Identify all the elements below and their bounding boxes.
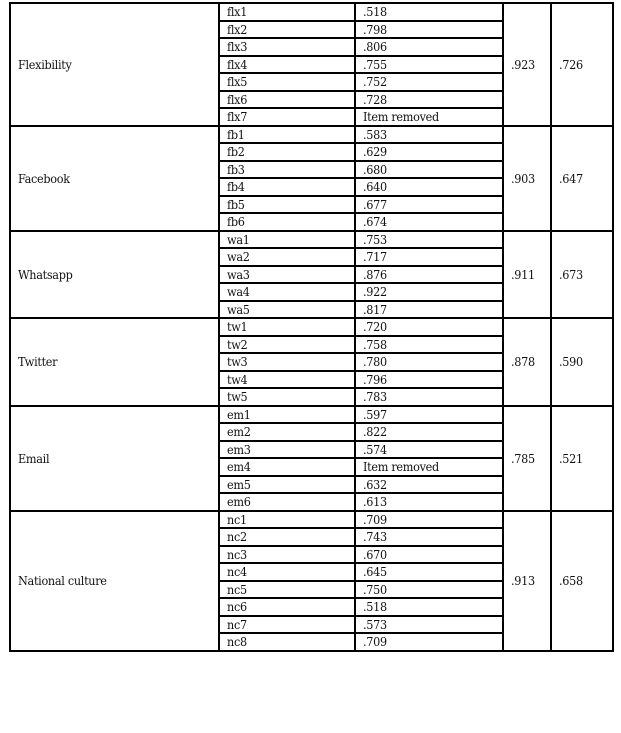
table-row [10, 318, 613, 336]
composite-reliability: .911 [503, 231, 551, 319]
item-code: em4 [219, 458, 355, 476]
item-code: em1 [219, 406, 355, 424]
item-code: nc2 [219, 528, 355, 546]
table-row [10, 3, 613, 21]
item-code: nc5 [219, 581, 355, 599]
item-loading: .755 [355, 56, 503, 74]
item-loading: .753 [355, 231, 503, 249]
item-loading: .574 [355, 441, 503, 459]
item-loading: .717 [355, 248, 503, 266]
item-loading: .677 [355, 196, 503, 214]
item-code: wa5 [219, 301, 355, 319]
construct-name: National culture [10, 511, 219, 651]
item-loading: .632 [355, 476, 503, 494]
item-code: nc7 [219, 616, 355, 634]
item-loading: .798 [355, 21, 503, 39]
item-loading: Item removed [355, 458, 503, 476]
item-code: flx3 [219, 38, 355, 56]
composite-reliability: .878 [503, 318, 551, 406]
item-code: tw3 [219, 353, 355, 371]
item-code: fb6 [219, 213, 355, 231]
item-code: wa4 [219, 283, 355, 301]
composite-reliability: .903 [503, 126, 551, 231]
item-loading: .750 [355, 581, 503, 599]
item-code: flx6 [219, 91, 355, 109]
item-code: wa1 [219, 231, 355, 249]
item-code: nc8 [219, 633, 355, 651]
item-loading: .674 [355, 213, 503, 231]
item-code: em3 [219, 441, 355, 459]
item-code: tw2 [219, 336, 355, 354]
item-loading: .645 [355, 563, 503, 581]
item-code: flx1 [219, 3, 355, 21]
item-loading: .613 [355, 493, 503, 511]
item-loading: .796 [355, 371, 503, 389]
average-variance-extracted: .647 [551, 126, 613, 231]
item-code: wa3 [219, 266, 355, 284]
item-loading: .752 [355, 73, 503, 91]
table-row [10, 126, 613, 144]
item-loading: .720 [355, 318, 503, 336]
composite-reliability: .785 [503, 406, 551, 511]
item-loading: .709 [355, 633, 503, 651]
table-row [10, 231, 613, 249]
average-variance-extracted: .658 [551, 511, 613, 651]
item-loading: .583 [355, 126, 503, 144]
item-code: flx2 [219, 21, 355, 39]
average-variance-extracted: .521 [551, 406, 613, 511]
composite-reliability: .913 [503, 511, 551, 651]
construct-name: Flexibility [10, 3, 219, 126]
item-code: flx5 [219, 73, 355, 91]
item-code: em5 [219, 476, 355, 494]
item-loading: Item removed [355, 108, 503, 126]
item-loading: .680 [355, 161, 503, 179]
item-code: fb1 [219, 126, 355, 144]
table-row [10, 511, 613, 529]
item-loading: .743 [355, 528, 503, 546]
item-loading: .922 [355, 283, 503, 301]
item-code: nc6 [219, 598, 355, 616]
item-loading: .758 [355, 336, 503, 354]
construct-name: Facebook [10, 126, 219, 231]
construct-name: Whatsapp [10, 231, 219, 319]
item-code: nc1 [219, 511, 355, 529]
item-loading: .640 [355, 178, 503, 196]
construct-name: Email [10, 406, 219, 511]
item-loading: .806 [355, 38, 503, 56]
table-row [10, 406, 613, 424]
factor-loadings-table [9, 2, 614, 652]
item-code: tw4 [219, 371, 355, 389]
item-code: tw1 [219, 318, 355, 336]
item-loading: .670 [355, 546, 503, 564]
item-code: tw5 [219, 388, 355, 406]
item-loading: .780 [355, 353, 503, 371]
item-code: em6 [219, 493, 355, 511]
item-loading: .822 [355, 423, 503, 441]
average-variance-extracted: .673 [551, 231, 613, 319]
item-code: nc4 [219, 563, 355, 581]
item-code: em2 [219, 423, 355, 441]
item-loading: .709 [355, 511, 503, 529]
item-loading: .518 [355, 598, 503, 616]
item-code: fb2 [219, 143, 355, 161]
average-variance-extracted: .590 [551, 318, 613, 406]
item-loading: .728 [355, 91, 503, 109]
average-variance-extracted: .726 [551, 3, 613, 126]
item-code: fb3 [219, 161, 355, 179]
item-loading: .573 [355, 616, 503, 634]
item-loading: .783 [355, 388, 503, 406]
item-code: wa2 [219, 248, 355, 266]
item-loading: .518 [355, 3, 503, 21]
item-code: fb4 [219, 178, 355, 196]
construct-name: Twitter [10, 318, 219, 406]
item-loading: .629 [355, 143, 503, 161]
item-code: nc3 [219, 546, 355, 564]
table-body [10, 3, 613, 651]
item-code: fb5 [219, 196, 355, 214]
item-loading: .817 [355, 301, 503, 319]
item-loading: .597 [355, 406, 503, 424]
item-code: flx7 [219, 108, 355, 126]
composite-reliability: .923 [503, 3, 551, 126]
item-loading: .876 [355, 266, 503, 284]
item-code: flx4 [219, 56, 355, 74]
